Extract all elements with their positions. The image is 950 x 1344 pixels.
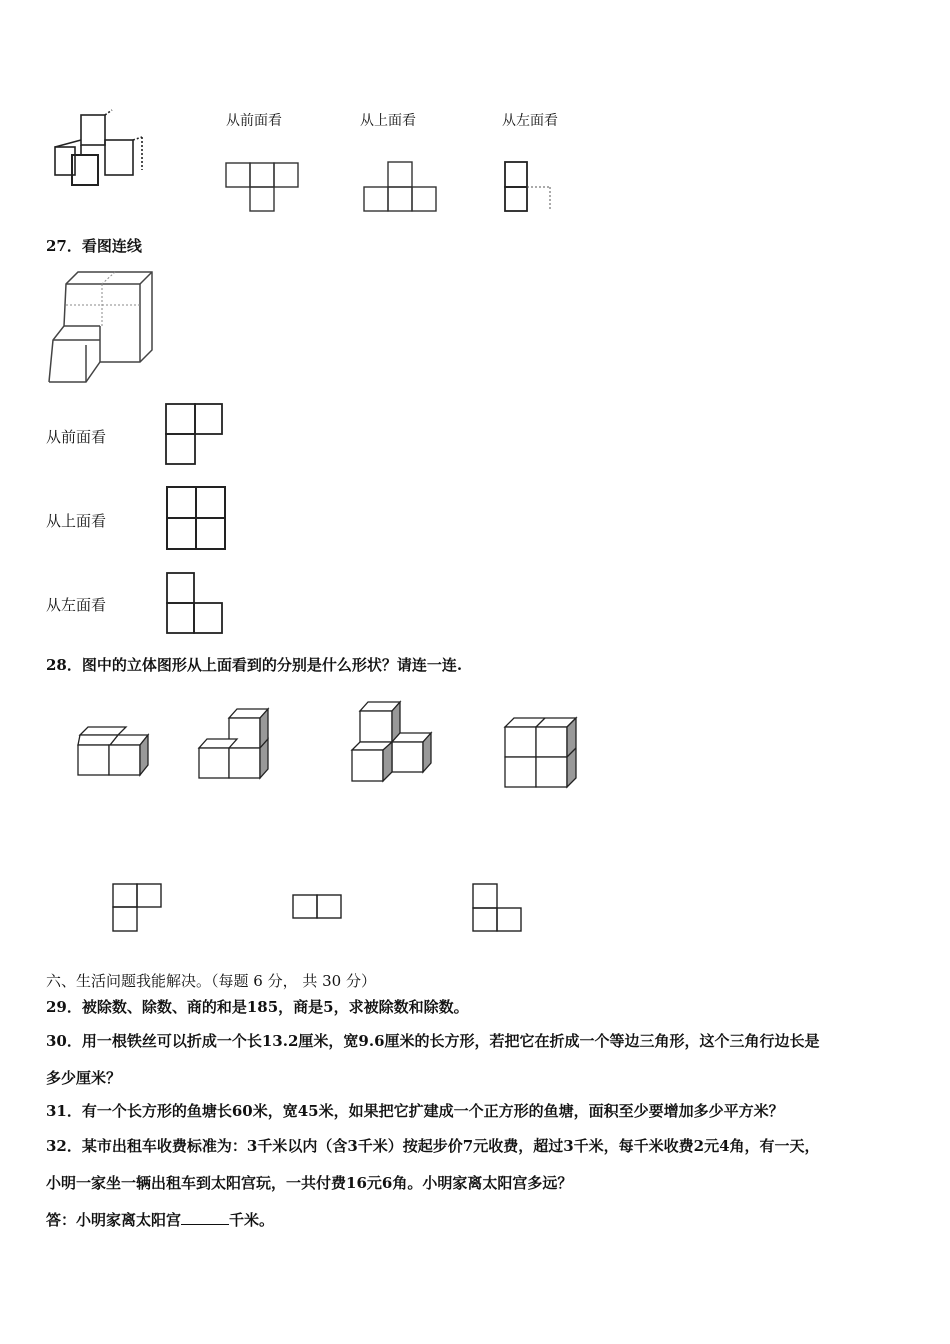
q32-answer-blank[interactable] [181, 1208, 229, 1225]
q32-line2: 小明一家坐一辆出租车到太阳宫玩，一共付费16元6角。小明家离太阳宫多远？ [46, 1174, 573, 1192]
q26-left-view-label: 从左面看 [502, 113, 558, 129]
q30-line1: 30．用一根铁丝可以折成一个长13.2厘米，宽9.6厘米的长方形，若把它在折成一个等边三角形，这个三角行边长是 [46, 1032, 820, 1050]
q32-line1: 32．某市出租车收费标准为：3千米以内（含3千米）按起步价7元收费，超过3千米，每千米收费2元4角，有一天， [46, 1137, 820, 1155]
q32-answer-suffix: 千米。 [229, 1211, 275, 1229]
q26-front-view-label: 从前面看 [226, 113, 282, 129]
q32-answer-line [46, 1208, 274, 1230]
section6-heading: 六、生活问题我能解决。（每题 6 分， 共 30 分） [46, 972, 376, 990]
q26-top-view-label: 从上面看 [360, 113, 416, 129]
q30-line2: 多少厘米？ [46, 1069, 122, 1087]
q27-front-view-label: 从前面看 [46, 428, 107, 446]
q27-top-view-label: 从上面看 [46, 512, 107, 530]
q27-title: 27．看图连线 [46, 237, 142, 255]
q27-left-view-label: 从左面看 [46, 596, 107, 614]
q28-title: 28．图中的立体图形从上面看到的分别是什么形状？请连一连. [46, 656, 463, 674]
q31-text: 31．有一个长方形的鱼塘长60米，宽45米，如果把它扩建成一个正方形的鱼塘，面积至少要增加多少平方米？ [46, 1102, 784, 1120]
q29-text: 29．被除数、除数、商的和是185，商是5，求被除数和除数。 [46, 998, 469, 1016]
q32-answer-prefix: 答：小明家离太阳宫 [46, 1211, 182, 1229]
